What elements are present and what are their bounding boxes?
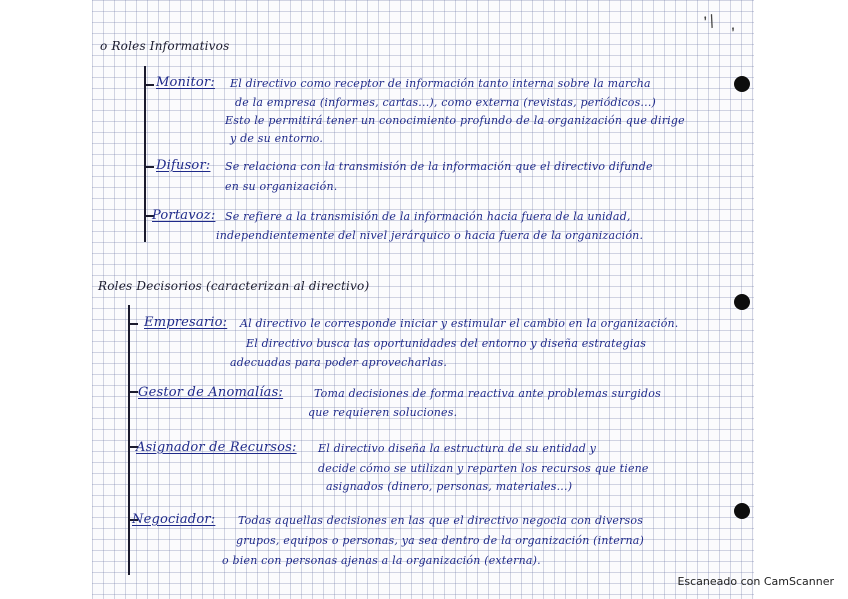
bracket-tick xyxy=(144,84,154,86)
role-text-line: El directivo diseña la estructura de su entidad y xyxy=(318,442,597,455)
role-text-line: Al directivo le corresponde iniciar y estimular el cambio en la organización. xyxy=(240,317,679,330)
role-term: Monitor: xyxy=(156,75,215,90)
bracket-tick xyxy=(128,323,138,325)
role-text-line: que requieren soluciones. xyxy=(308,406,458,419)
role-text-line: o bien con personas ajenas a la organización (externa). xyxy=(222,554,541,567)
role-term: Asignador de Recursos: xyxy=(136,440,297,455)
binder-hole xyxy=(734,503,750,519)
role-text-line: Esto le permitirá tener un conocimiento profundo de la organización que dirige xyxy=(225,114,685,127)
notebook-page xyxy=(92,0,754,599)
role-term: Empresario: xyxy=(144,315,228,330)
role-text-line: Toma decisiones de forma reactiva ante problemas surgidos xyxy=(314,387,661,400)
role-term: Gestor de Anomalías: xyxy=(138,385,284,400)
corner-pen-mark: ʼ xyxy=(728,23,741,44)
binder-hole xyxy=(734,76,750,92)
role-term: Negociador: xyxy=(132,512,216,527)
corner-pen-mark: ʼ/ xyxy=(701,10,718,33)
role-text-line: de la empresa (informes, cartas...), como externa (revistas, periódicos...) xyxy=(235,96,657,109)
section-heading-decisorios: Roles Decisorios (caracterizan al directivo) xyxy=(98,279,370,293)
role-text-line: El directivo busca las oportunidades del entorno y diseña estrategias xyxy=(246,337,647,350)
scanner-watermark: Escaneado con CamScanner xyxy=(677,575,834,588)
bracket-tick xyxy=(144,166,154,168)
role-text-line: adecuadas para poder aprovecharlas. xyxy=(230,356,448,369)
role-text-line: asignados (dinero, personas, materiales...) xyxy=(326,480,573,493)
role-text-line: y de su entorno. xyxy=(230,132,324,145)
bracket-decisorios xyxy=(128,305,130,575)
role-term: Portavoz: xyxy=(152,208,216,223)
role-term: Difusor: xyxy=(156,158,211,173)
role-text-line: Todas aquellas decisiones en las que el directivo negocia con diversos xyxy=(238,514,644,527)
role-text-line: Se refiere a la transmisión de la información hacia fuera de la unidad, xyxy=(225,210,631,223)
role-text-line: El directivo como receptor de información tanto interna sobre la marcha xyxy=(230,77,651,90)
binder-hole xyxy=(734,294,750,310)
section-heading-informativos: o Roles Informativos xyxy=(100,39,230,53)
role-text-line: en su organización. xyxy=(225,180,338,193)
role-text-line: grupos, equipos o personas, ya sea dentro de la organización (interna) xyxy=(236,534,644,547)
role-text-line: independientemente del nivel jerárquico o hacia fuera de la organización. xyxy=(216,229,644,242)
role-text-line: Se relaciona con la transmisión de la información que el directivo difunde xyxy=(225,160,653,173)
role-text-line: decide cómo se utilizan y reparten los recursos que tiene xyxy=(318,462,649,475)
bracket-tick xyxy=(128,391,138,393)
